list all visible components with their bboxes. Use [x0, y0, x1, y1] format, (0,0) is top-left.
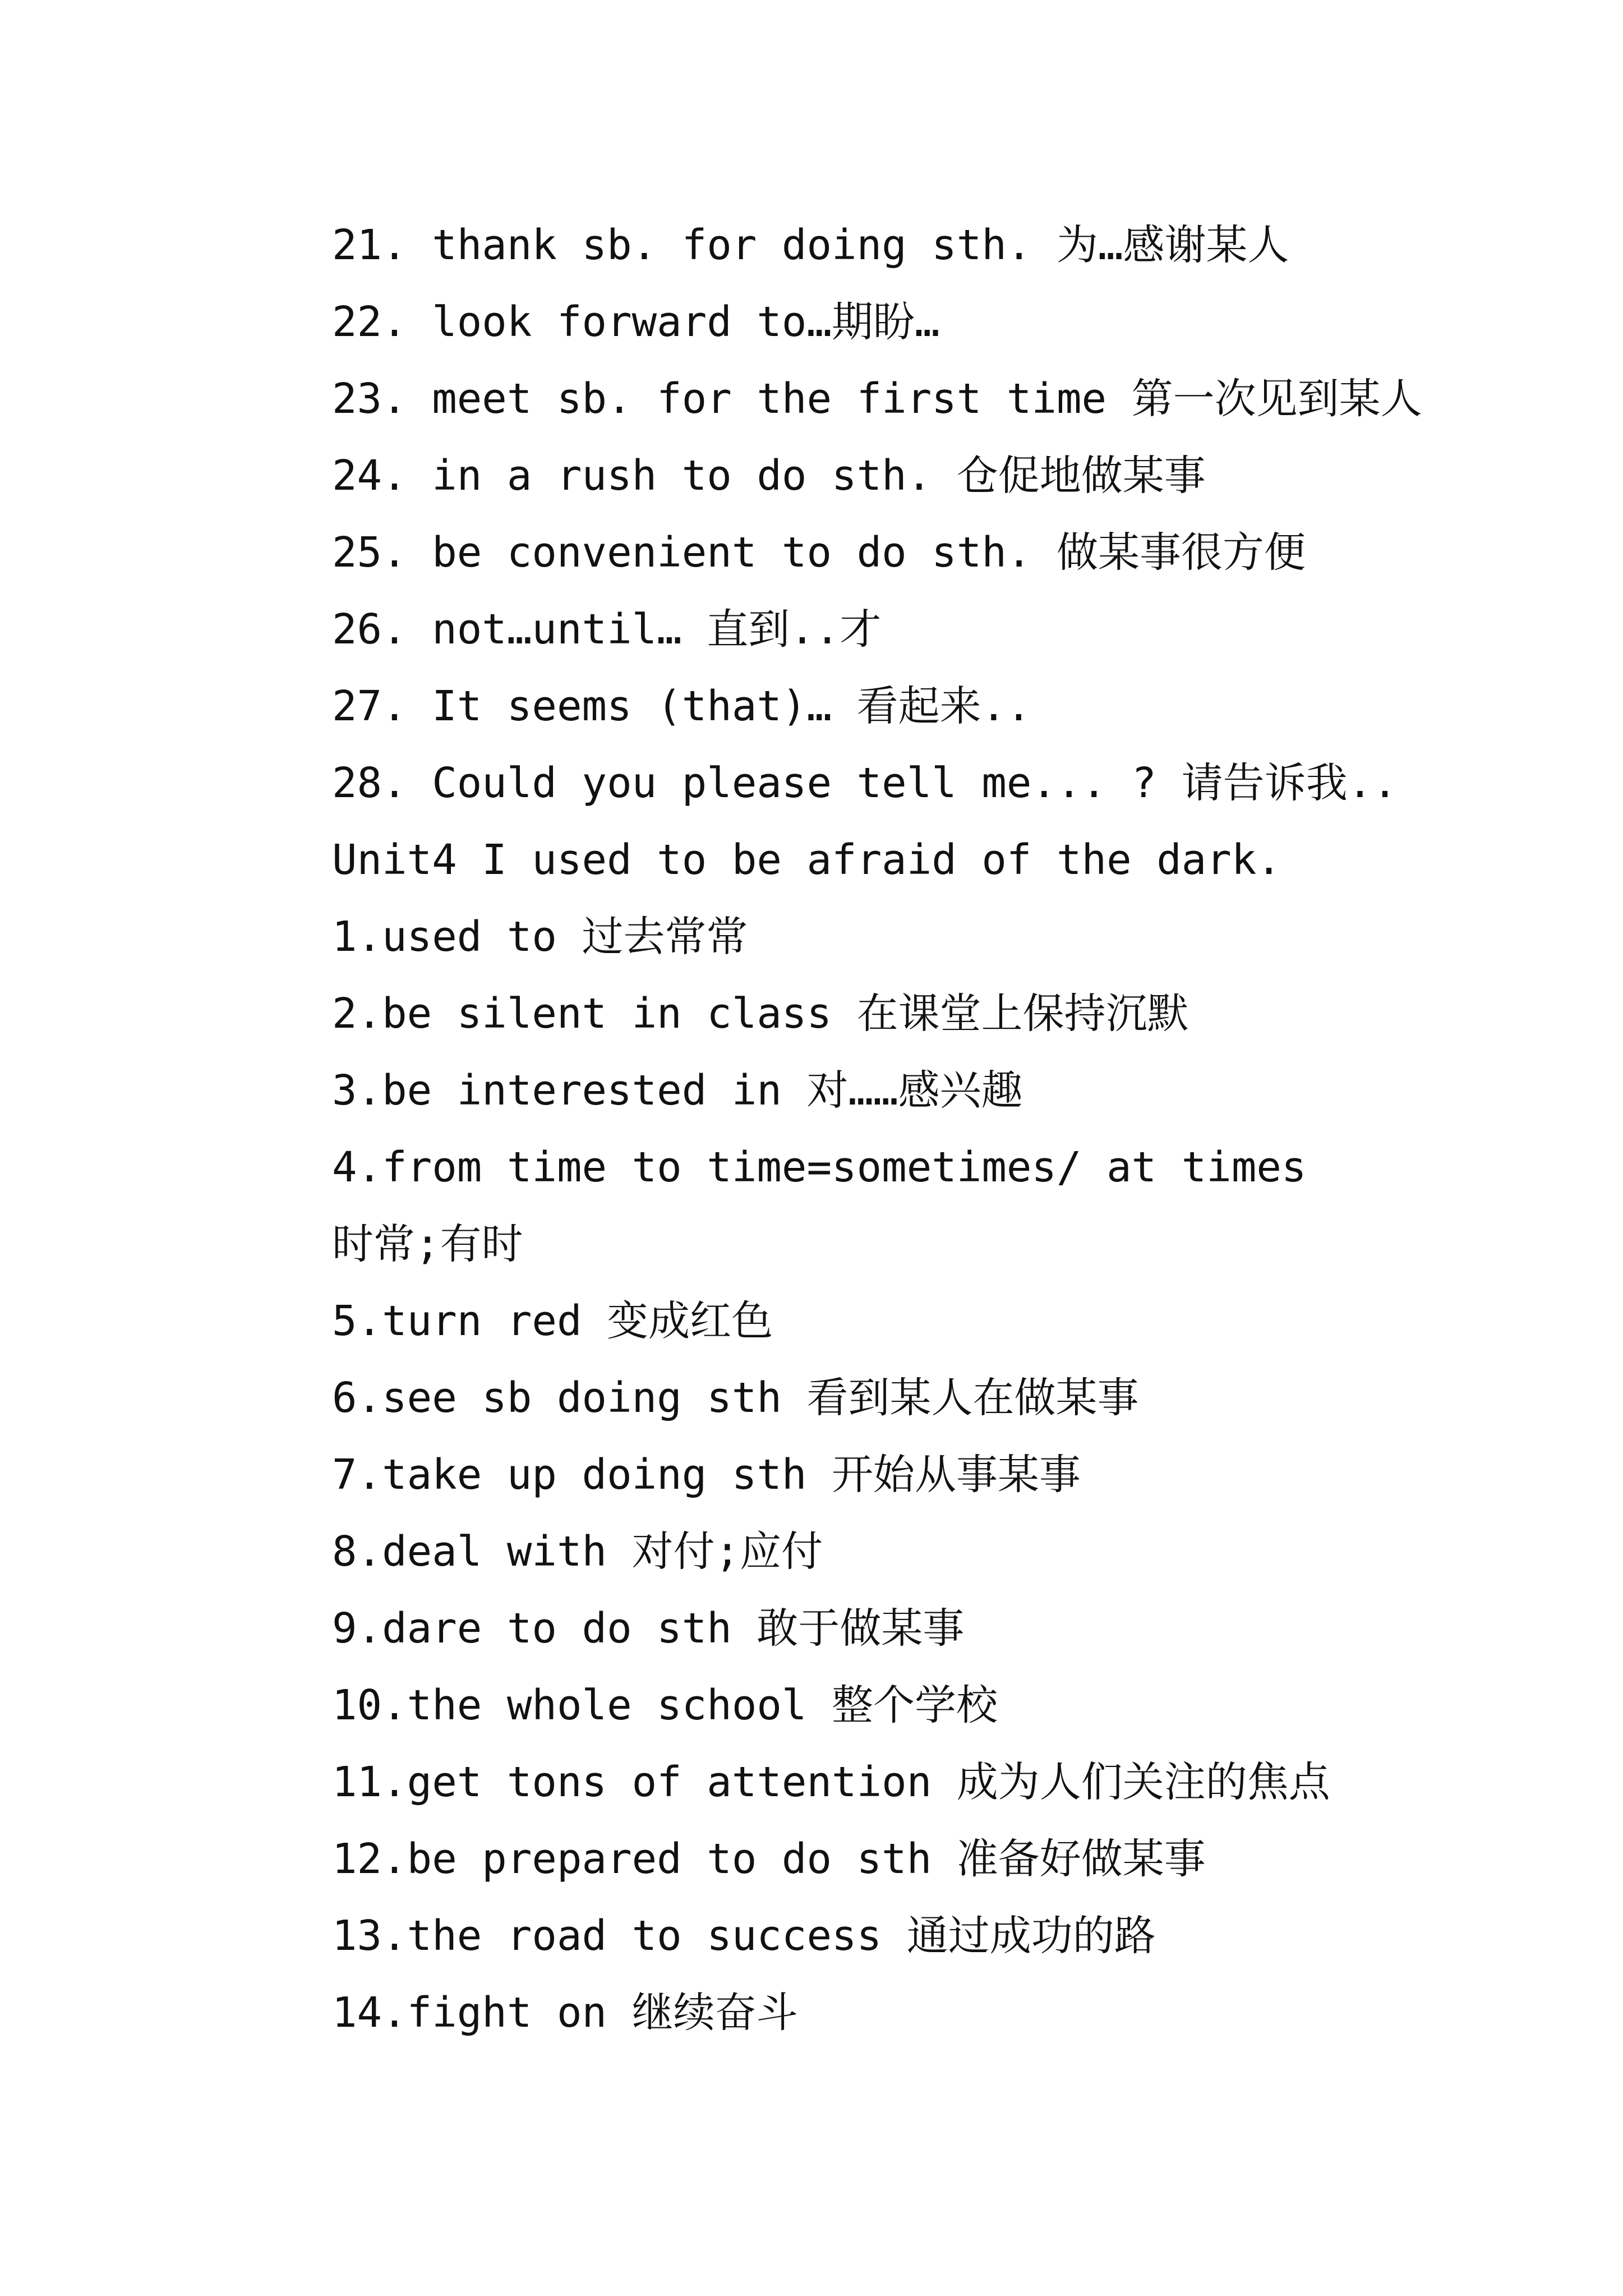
- phrase-line-25: 25. be convenient to do sth. 做某事很方便: [332, 528, 1306, 577]
- unit4-line-13: 13.the road to success 通过成功的路: [332, 1912, 1156, 1960]
- phrase-line-22: 22. look forward to…期盼…: [332, 298, 940, 346]
- unit4-line-6: 6.see sb doing sth 看到某人在做某事: [332, 1374, 1139, 1422]
- unit4-line-4: 4.from time to time=sometimes/ at times: [332, 1143, 1307, 1191]
- unit4-line-7: 7.take up doing sth 开始从事某事: [332, 1451, 1081, 1499]
- phrase-line-26: 26. not…until… 直到..才: [332, 605, 882, 654]
- phrase-line-23: 23. meet sb. for the first time 第一次见到某人: [332, 375, 1422, 423]
- unit4-line-12: 12.be prepared to do sth 准备好做某事: [332, 1835, 1206, 1883]
- unit4-line-8: 8.deal with 对付;应付: [332, 1527, 823, 1576]
- unit-heading: Unit4 I used to be afraid of the dark.: [332, 836, 1281, 884]
- unit4-line-14: 14.fight on 继续奋斗: [332, 1989, 798, 2037]
- unit4-line-3: 3.be interested in 对……感兴趣: [332, 1066, 1023, 1115]
- unit4-line-1: 1.used to 过去常常: [332, 913, 748, 961]
- phrase-line-21: 21. thank sb. for doing sth. 为…感谢某人: [332, 221, 1289, 269]
- unit4-line-10: 10.the whole school 整个学校: [332, 1681, 998, 1729]
- unit4-line-5: 5.turn red 变成红色: [332, 1297, 773, 1345]
- phrase-line-27: 27. It seems (that)… 看起来..: [332, 682, 1031, 730]
- unit4-line-2: 2.be silent in class 在课堂上保持沉默: [332, 990, 1189, 1038]
- phrase-list: [332, 212, 1566, 2056]
- unit4-line-4-continued: 时常;有时: [332, 1220, 523, 1268]
- phrase-line-24: 24. in a rush to do sth. 仓促地做某事: [332, 452, 1206, 500]
- phrase-line-28: 28. Could you please tell me... ? 请告诉我..: [332, 759, 1398, 807]
- unit4-line-9: 9.dare to do sth 敢于做某事: [332, 1604, 965, 1653]
- unit4-line-11: 11.get tons of attention 成为人们关注的焦点: [332, 1758, 1330, 1806]
